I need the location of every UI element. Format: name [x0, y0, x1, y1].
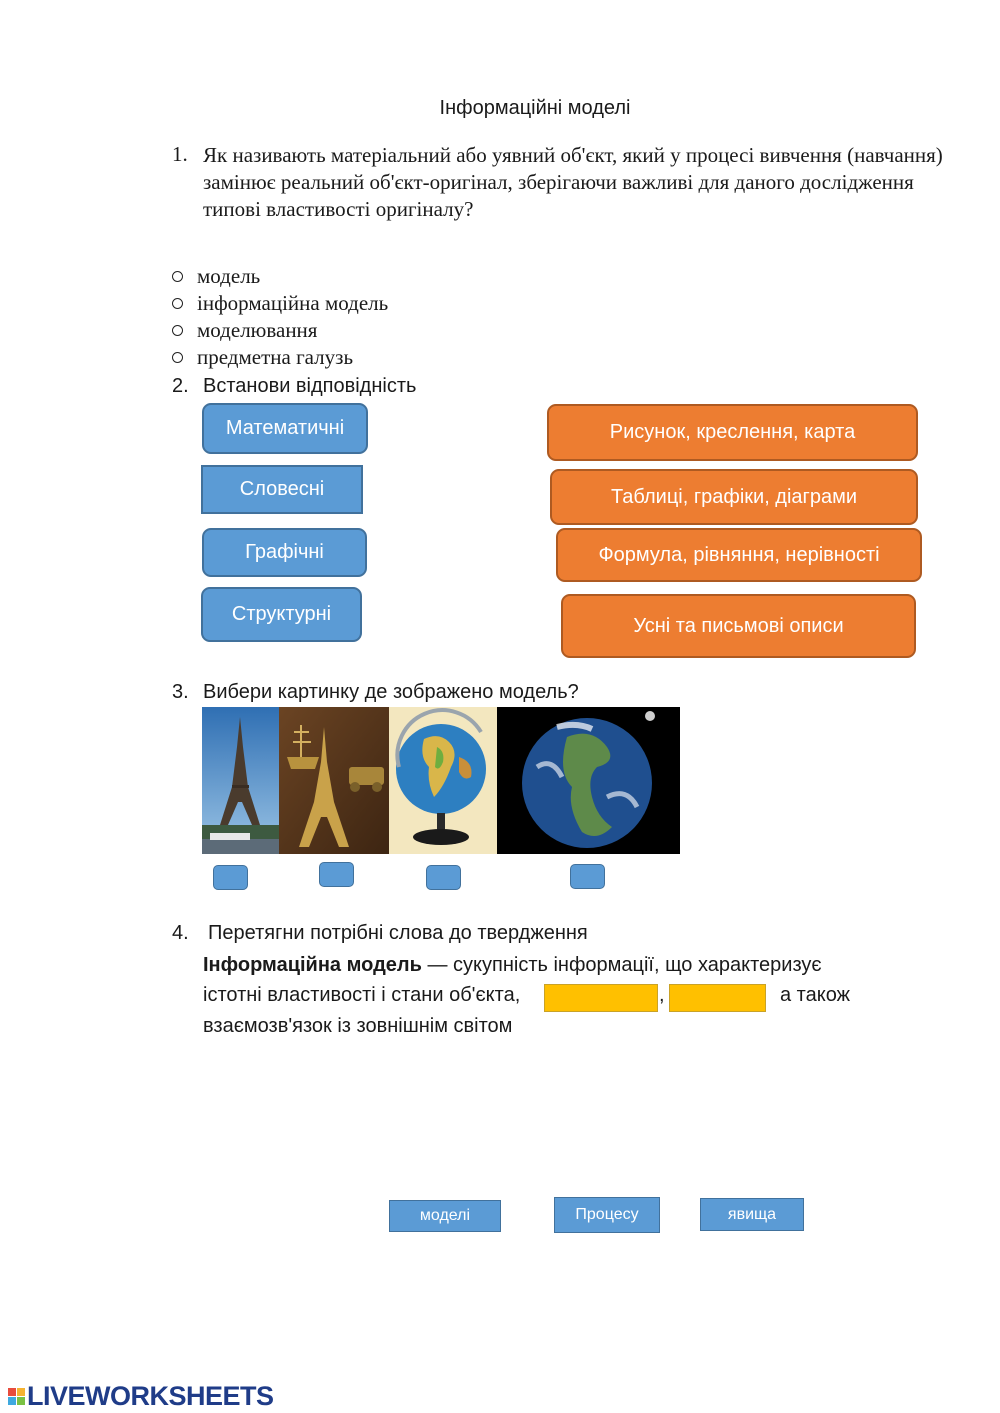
match-right-tables[interactable]: Таблиці, графіки, діаграми	[550, 469, 918, 525]
radio-button[interactable]	[172, 352, 183, 363]
match-right-drawing[interactable]: Рисунок, креслення, карта	[547, 404, 918, 461]
logo-text: LIVEWORKSHEETS	[27, 1381, 274, 1411]
eiffel-tower-souvenir	[279, 707, 389, 854]
option-label: інформаційна модель	[197, 291, 389, 315]
match-left-verbal[interactable]: Словесні	[201, 465, 363, 514]
q1-option-3[interactable]	[172, 318, 317, 343]
q4-text: Перетягни потрібні слова до твердження	[208, 922, 588, 944]
q2-number: 2.	[172, 375, 189, 397]
q4-line1-rest: — сукупність інформації, що характеризує	[421, 954, 822, 976]
q3-answer-box-4[interactable]	[570, 864, 605, 889]
q4-number: 4.	[172, 922, 189, 944]
option-label: предметна галузь	[197, 345, 354, 369]
q4-bold-term: Інформаційна модель	[203, 954, 422, 976]
q3-answer-box-2[interactable]	[319, 862, 354, 887]
match-right-descriptions[interactable]: Усні та письмові описи	[561, 594, 916, 658]
liveworksheets-logo	[8, 1381, 274, 1412]
eiffel-tower-photo	[202, 707, 279, 854]
q3-image-strip	[202, 707, 680, 854]
drag-word-models[interactable]: моделі	[389, 1200, 501, 1232]
radio-button[interactable]	[172, 325, 183, 336]
q1-option-1[interactable]	[172, 264, 260, 289]
drag-word-phenomenon[interactable]: явища	[700, 1198, 804, 1231]
q1-option-2[interactable]	[172, 291, 388, 316]
q3-answer-box-1[interactable]	[213, 865, 248, 890]
q4-line3: взаємозв'язок із зовнішнім світом	[203, 1015, 513, 1037]
globe	[389, 707, 497, 854]
q4-line2-start: істотні властивості і стани об'єкта,	[203, 984, 521, 1006]
q1-text: Як називають матеріальний або уявний об'єкт, який у процесі вивчення (навчання) замінює реальний об'єкт-оригінал, зберігаючи важливі для даного дослідження типові властивості оригіналу?	[203, 143, 943, 221]
q2-text: Встанови відповідність	[203, 375, 417, 397]
option-label: моделювання	[197, 318, 318, 342]
radio-button[interactable]	[172, 271, 183, 282]
logo-blocks-icon	[8, 1388, 25, 1405]
earth-from-space	[497, 707, 680, 854]
match-left-graphic[interactable]: Графічні	[202, 528, 367, 577]
option-label: модель	[197, 264, 261, 288]
q1-number: 1.	[172, 142, 188, 166]
q3-text: Вибери картинку де зображено модель?	[203, 681, 579, 703]
q4-drop-blank-1[interactable]	[544, 984, 658, 1012]
match-right-formula[interactable]: Формула, рівняння, нерівності	[556, 528, 922, 582]
page-title: Інформаційні моделі	[439, 97, 631, 119]
radio-button[interactable]	[172, 298, 183, 309]
q4-comma: ,	[659, 984, 665, 1006]
q3-answer-box-3[interactable]	[426, 865, 461, 890]
q4-line2-end: а також	[780, 984, 850, 1006]
q4-drop-blank-2[interactable]	[669, 984, 766, 1012]
q1-option-4[interactable]	[172, 345, 353, 370]
match-left-structural[interactable]: Структурні	[201, 587, 362, 642]
match-left-mathematical[interactable]: Математичні	[202, 403, 368, 454]
drag-word-process[interactable]: Процесу	[554, 1197, 660, 1233]
q3-number: 3.	[172, 681, 189, 703]
q4-statement-line-1	[203, 954, 822, 977]
